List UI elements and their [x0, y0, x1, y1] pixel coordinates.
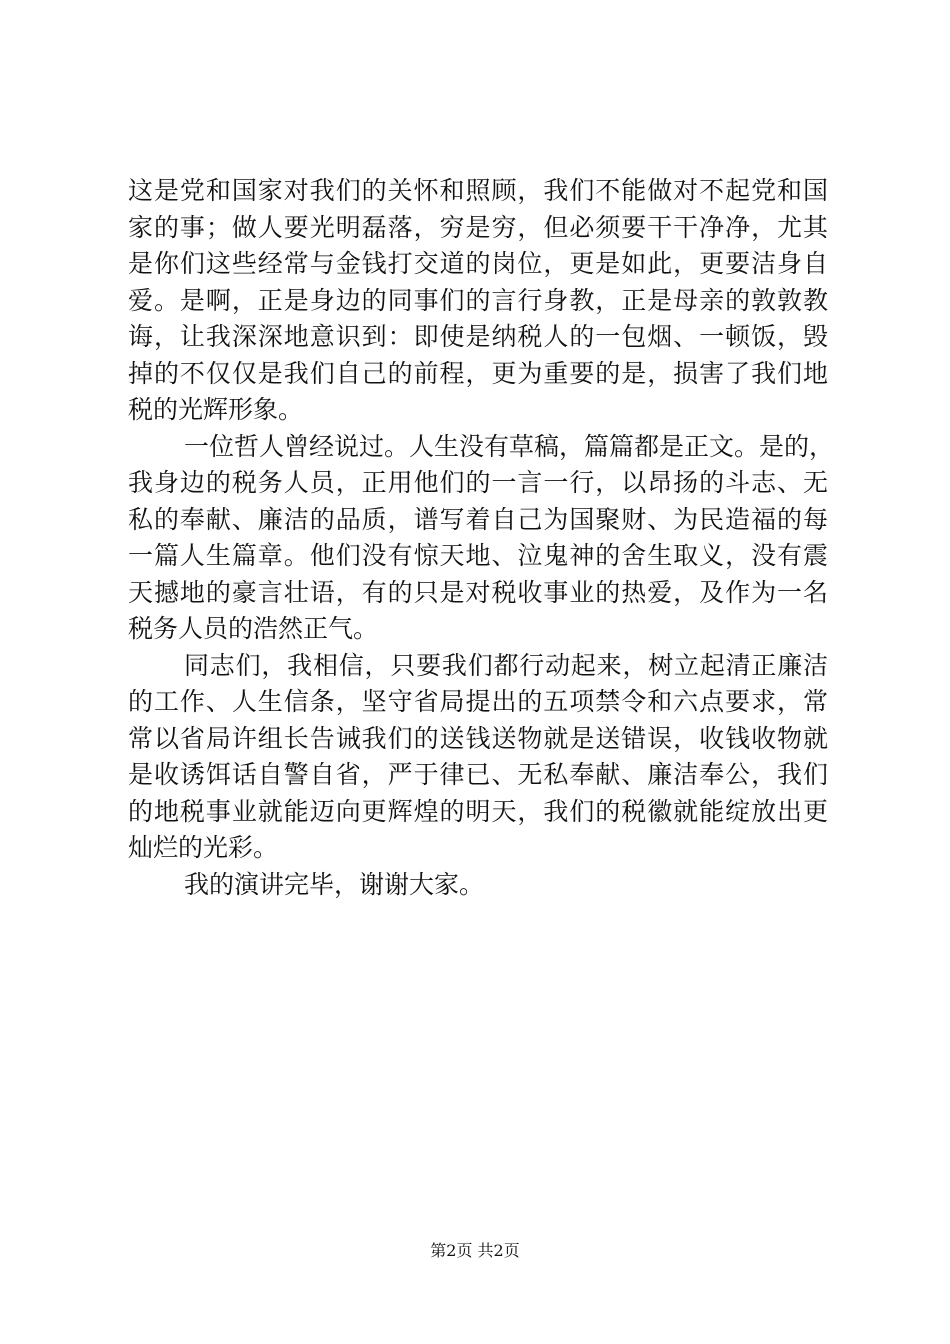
text-line: 爱。是啊，正是身边的同事们的言行身教，正是母亲的敦敦教 [128, 285, 828, 315]
text-line: 天撼地的豪言壮语，有的只是对税收事业的热爱，及作为一名 [128, 577, 828, 607]
text-line: 是收诱饵话自警自省，严于律已、无私奉献、廉洁奉公，我们 [128, 760, 828, 789]
text-line: 灿烂的光彩。 [128, 833, 279, 862]
text-line: 这是党和国家对我们的关怀和照顾，我们不能做对不起党和国 [128, 176, 828, 205]
text-line: 私的奉献、廉洁的品质，谱写着自己为国聚财、为民造福的每 [128, 504, 828, 534]
text-line: 诲，让我深深地意识到：即使是纳税人的一包烟、一顿饭，毁 [128, 322, 828, 351]
text-line: 的工作、人生信条，坚守省局提出的五项禁令和六点要求，常 [128, 687, 828, 716]
text-line: 掉的不仅仅是我们自己的前程，更为重要的是，损害了我们地 [128, 358, 828, 388]
speech-body [128, 173, 835, 903]
paragraph-3 [128, 648, 828, 867]
text-line: 我的演讲完毕，谢谢大家。 [184, 869, 485, 899]
paragraph-4 [128, 867, 828, 904]
text-line: 常以省局许组长告诫我们的送钱送物就是送错误，收钱收物就 [128, 723, 828, 753]
paragraph-1 [128, 173, 828, 429]
text-line: 我身边的税务人员，正用他们的一言一行，以昂扬的斗志、无 [128, 468, 828, 497]
text-line: 家的事；做人要光明磊落，穷是穷，但必须要干干净净，尤其 [128, 212, 828, 242]
text-line: 同志们，我相信，只要我们都行动起来，树立起清正廉洁 [184, 650, 828, 680]
text-line: 税的光辉形象。 [128, 395, 304, 424]
page-footer: 第2页 共2页 [430, 1241, 520, 1260]
text-line: 的地税事业就能迈向更辉煌的明天，我们的税徽就能绽放出更 [128, 796, 828, 826]
text-line: 一位哲人曾经说过。人生没有草稿，篇篇都是正文。是的， [184, 431, 835, 461]
text-line: 税务人员的浩然正气。 [128, 614, 379, 643]
text-line: 是你们这些经常与金钱打交道的岗位，更是如此，更要洁身自 [128, 249, 828, 278]
text-line: 一篇人生篇章。他们没有惊天地、泣鬼神的舍生取义，没有震 [128, 541, 828, 570]
paragraph-2 [128, 429, 835, 648]
